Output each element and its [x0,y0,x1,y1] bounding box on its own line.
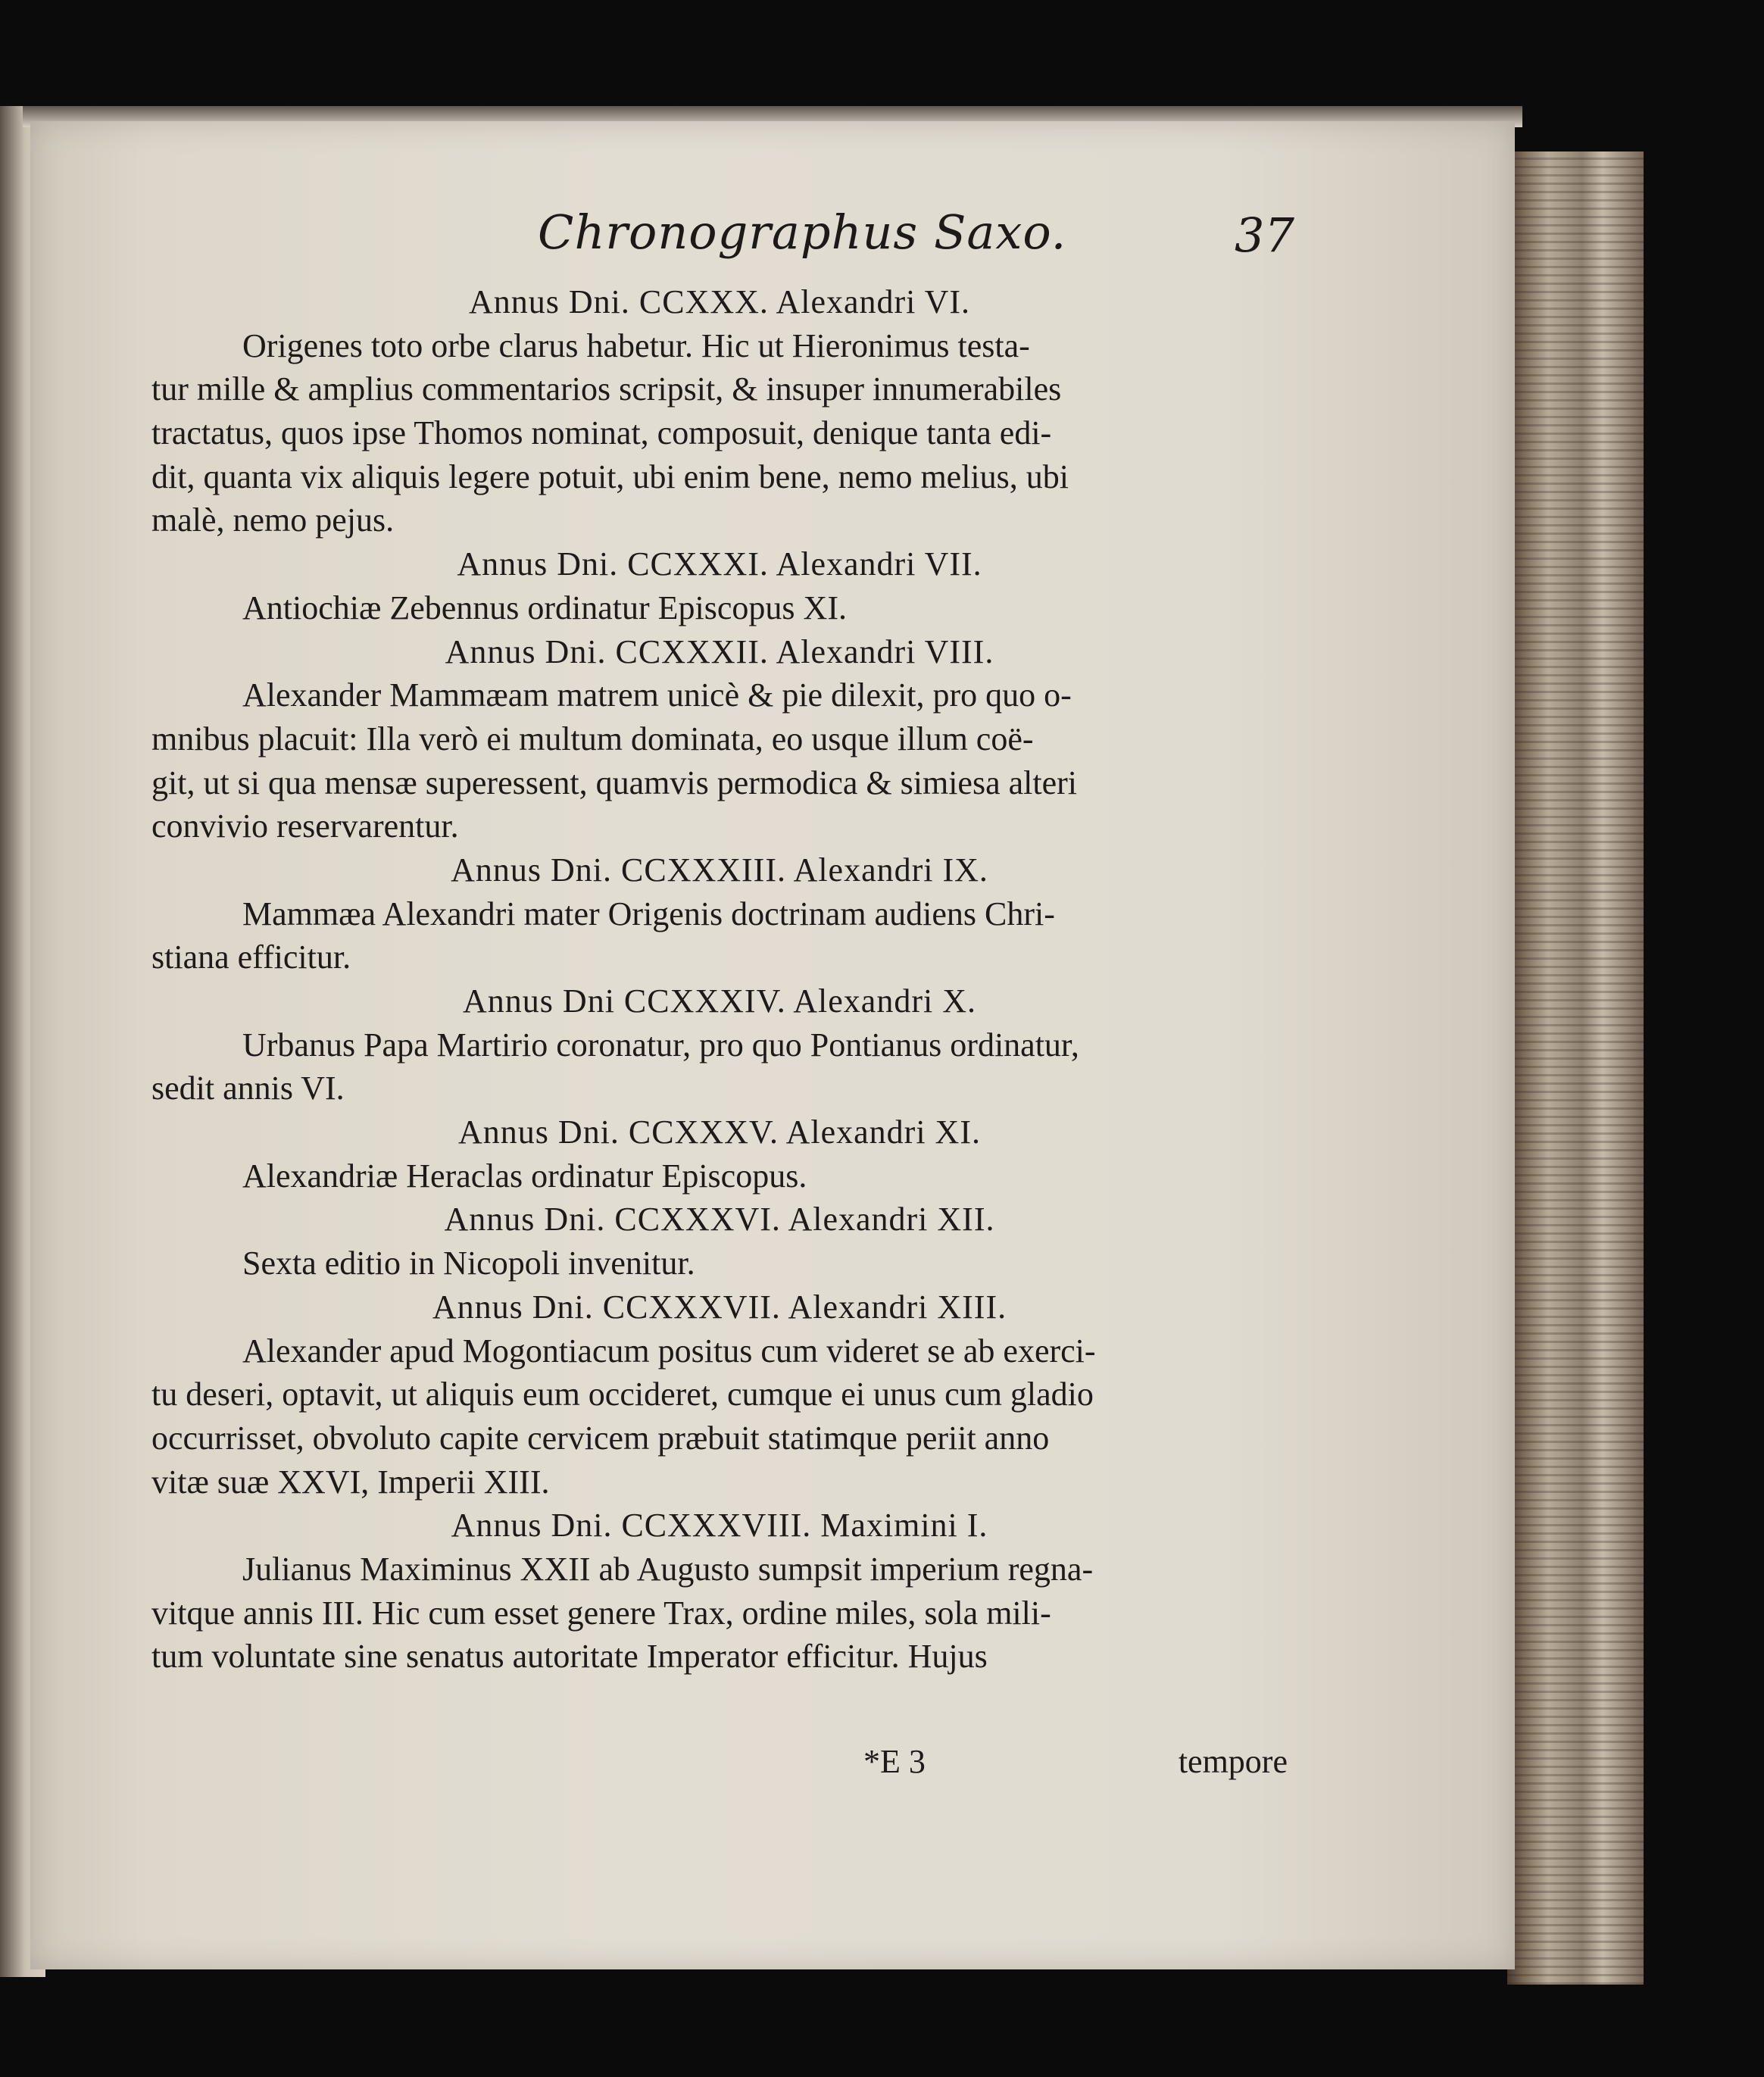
text-line: git, ut si qua mensæ superessent, quamvis permodica & simiesa alteri [151,764,1077,801]
running-head-title: Chronographus Saxo. [538,205,1067,260]
text-line: tum voluntate sine senatus autoritate Imperator efficitur. Hujus [151,1638,988,1676]
text-line: stiana efficitur. [151,939,351,976]
catchword: tempore [1178,1743,1288,1780]
text-line: vitque annis III. Hic cum esset genere Trax, ordine miles, sola mili- [151,1594,1051,1632]
text-line: Alexandriæ Heraclas ordinatur Episcopus. [242,1157,807,1195]
text-line: Origenes toto orbe clarus habetur. Hic ut Hieronimus testa- [242,326,1030,364]
text-line: Mammæa Alexandri mater Origenis doctrinam audiens Chri- [242,895,1055,932]
text-line: tu deseri, optavit, ut aliquis eum occideret, cumque ei unus cum gladio [151,1376,1094,1413]
year-heading: Annus Dni. CCXXX. Alexandri VI. [468,283,971,320]
running-head [30,197,1515,288]
page-footer [151,1742,1288,1795]
book-fore-edge [1507,151,1644,1985]
text-line: Sexta editio in Nicopoli invenitur. [242,1245,695,1282]
text-line: malè, nemo pejus. [151,501,395,539]
signature-mark: *E 3 [863,1743,926,1780]
year-heading: Annus Dni. CCXXXVI. Alexandri XII. [444,1201,995,1238]
text-line: Julianus Maximinus XXII ab Augusto sumpsit imperium regna- [242,1550,1094,1588]
text-line: Urbanus Papa Martirio coronatur, pro quo Pontianus ordinatur, [242,1026,1079,1063]
text-line: Alexander Mammæam matrem unicè & pie dilexit, pro quo o- [242,676,1072,714]
text-line: dit, quanta vix aliquis legere potuit, ubi enim bene, nemo melius, ubi [151,458,1069,495]
year-heading: Annus Dni. CCXXXV. Alexandri XI. [458,1113,981,1151]
year-heading: Annus Dni CCXXXIV. Alexandri X. [463,982,976,1020]
book-page [30,121,1515,1969]
year-heading: Annus Dni. CCXXXVII. Alexandri XIII. [432,1288,1007,1326]
text-line: sedit annis VI. [151,1070,345,1107]
year-heading: Annus Dni. CCXXXVIII. Maximini I. [451,1507,988,1544]
text-line: tur mille & amplius commentarios scripsit, & insuper innumerabiles [151,370,1062,408]
text-line: tractatus, quos ipse Thomos nominat, composuit, denique tanta edi- [151,414,1052,452]
text-line: Alexander apud Mogontiacum positus cum videret se ab exerci- [242,1332,1096,1370]
text-line: mnibus placuit: Illa verò ei multum dominata, eo usque illum coë- [151,720,1034,757]
text-line: convivio reservarentur. [151,807,459,845]
text-line: occurrisset, obvoluto capite cervicem præbuit statimque periit anno [151,1419,1050,1457]
year-heading: Annus Dni. CCXXXII. Alexandri VIII. [445,632,994,670]
year-heading: Annus Dni. CCXXXI. Alexandri VII. [457,545,982,583]
page-number: 37 [1235,208,1294,263]
year-heading: Annus Dni. CCXXXIII. Alexandri IX. [451,851,988,889]
text-block [151,280,1288,1679]
text-line: Antiochiæ Zebennus ordinatur Episcopus XI. [242,589,847,626]
text-line: vitæ suæ XXVI, Imperii XIII. [151,1463,550,1501]
